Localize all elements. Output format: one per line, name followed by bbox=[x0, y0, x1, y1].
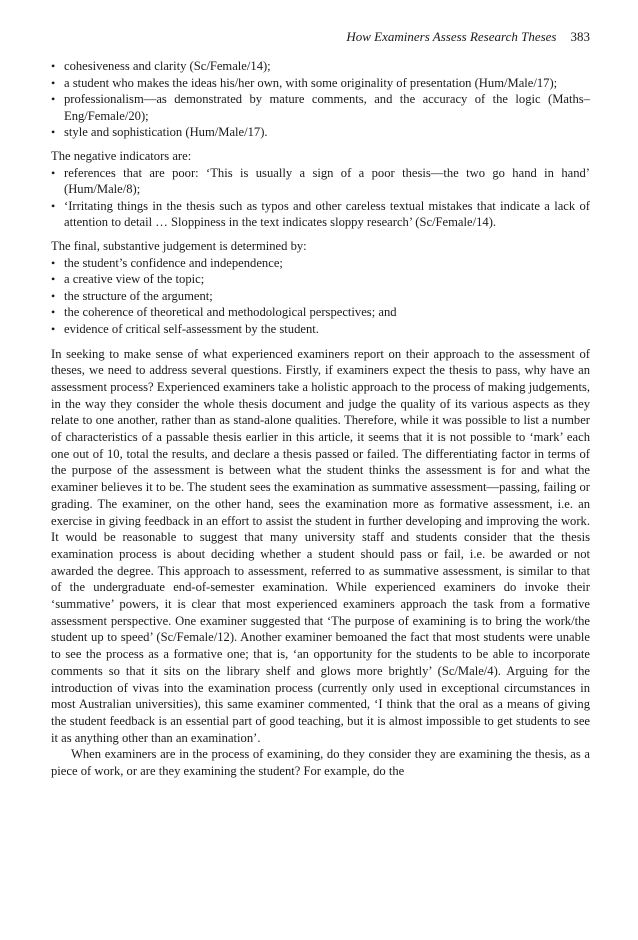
negative-indicators-list bbox=[51, 165, 590, 231]
running-head-title: How Examiners Assess Research Theses bbox=[346, 29, 557, 44]
bullet-icon: • bbox=[51, 272, 56, 287]
bullet-icon: • bbox=[51, 125, 56, 140]
running-head bbox=[51, 28, 590, 46]
body-paragraph: When examiners are in the process of examining, do they consider they are examining the thesis, as a piece of work, or are they examining the student? For example, do the bbox=[51, 747, 590, 779]
list-item: • evidence of critical self-assessment by the student. bbox=[51, 321, 319, 336]
body-paragraph: In seeking to make sense of what experienced examiners report on their approach to the assessment of theses, we need to address several questions. Firstly, if examiners expect the thesis to pass, why have an assessment process? Experienced examiners take a holistic approach to the process of making judgements, in the way they consider the whole thesis document and judge the quality of its various aspects as they relate to one another, rather than as stand-alone qualities. Therefore, while it was possible to list a number of characteristics of a passable thesis earlier in this article, it seems that it is not possible to ‘mark’ each one out of 10, total the results, and declare a thesis passed or failed. The differentiating factor in terms of the purpose of the assessment is between what the student thinks the assessment is for and what the examiner believes it to be. The student sees the examination as summative assessment—passing, failing or grading. The examiner, on the other hand, sees the examination more as formative assessment, i.e. an exercise in giving feedback in an effort to assist the student in further developing and improving the work. It would be reasonable to suggest that many university staff and students consider that the thesis examination process is about deciding whether a student should pass or fail, i.e. be awarded or not awarded the degree. This approach to assessment, referred to as summative assessment, is similar to that of the undergraduate end-of-semester examination. While experienced examiners do invoke their ‘summative’ powers, it is clear that most experienced examiners approach the task from a formative assessment perspective. One examiner suggested that ‘The purpose of examining is to bring the work/the student up to speed’ (Sc/Female/12). Another examiner bemoaned the fact that most students were unable to see the process as a formative one; that is, ‘an opportunity for the students to be able to incorporate comments so that it sits on the library shelf and glows more brightly’ (Sc/Male/4). Arguing for the introduction of vivas into the examination process (currently only used in exceptional circumstances in most Australian universities), this same examiner commented, ‘I think that the oral as a means of giving the student feedback is an essential part of good teaching, but it is almost impossible to get students to see it as anything other than an examination’. bbox=[51, 346, 590, 745]
final-judgement-intro: The final, substantive judgement is determined by: bbox=[51, 238, 307, 253]
bullet-icon: • bbox=[51, 321, 56, 336]
final-judgement-list bbox=[51, 255, 590, 338]
list-item: • a student who makes the ideas his/her own, with some originality of presentation (Hum/Male/17); bbox=[51, 75, 558, 90]
page-number: 383 bbox=[570, 29, 590, 44]
bullet-icon: • bbox=[51, 75, 56, 90]
list-item: • professionalism—as demonstrated by mature comments, and the accuracy of the logic (Maths–Eng/Female/20); bbox=[51, 92, 590, 123]
bullet-icon: • bbox=[51, 305, 56, 320]
bullet-icon: • bbox=[51, 165, 56, 180]
bullet-icon: • bbox=[51, 59, 56, 73]
list-item: • the structure of the argument; bbox=[51, 288, 213, 303]
list-item: • ‘Irritating things in the thesis such as typos and other careless textual mistakes that indicate a lack of attention to detail … Sloppiness in the text indicates sloppy research’ (Sc/Female/14). bbox=[51, 198, 590, 230]
list-item: • style and sophistication (Hum/Male/17). bbox=[51, 125, 268, 140]
negative-indicators-intro: The negative indicators are: bbox=[51, 148, 192, 163]
list-item: • cohesiveness and clarity (Sc/Female/14); bbox=[51, 59, 271, 73]
bullet-icon: • bbox=[51, 198, 56, 213]
list-item: • the student’s confidence and independence; bbox=[51, 255, 283, 270]
list-item: • references that are poor: ‘This is usually a sign of a poor thesis—the two go hand in hand’ (Hum/Male/8); bbox=[51, 165, 590, 197]
list-item: • the coherence of theoretical and methodological perspectives; and bbox=[51, 305, 397, 320]
positive-indicators-list bbox=[51, 58, 590, 141]
bullet-icon: • bbox=[51, 255, 56, 270]
bullet-icon: • bbox=[51, 288, 56, 303]
bullet-icon: • bbox=[51, 92, 56, 107]
list-item: • a creative view of the topic; bbox=[51, 272, 205, 287]
